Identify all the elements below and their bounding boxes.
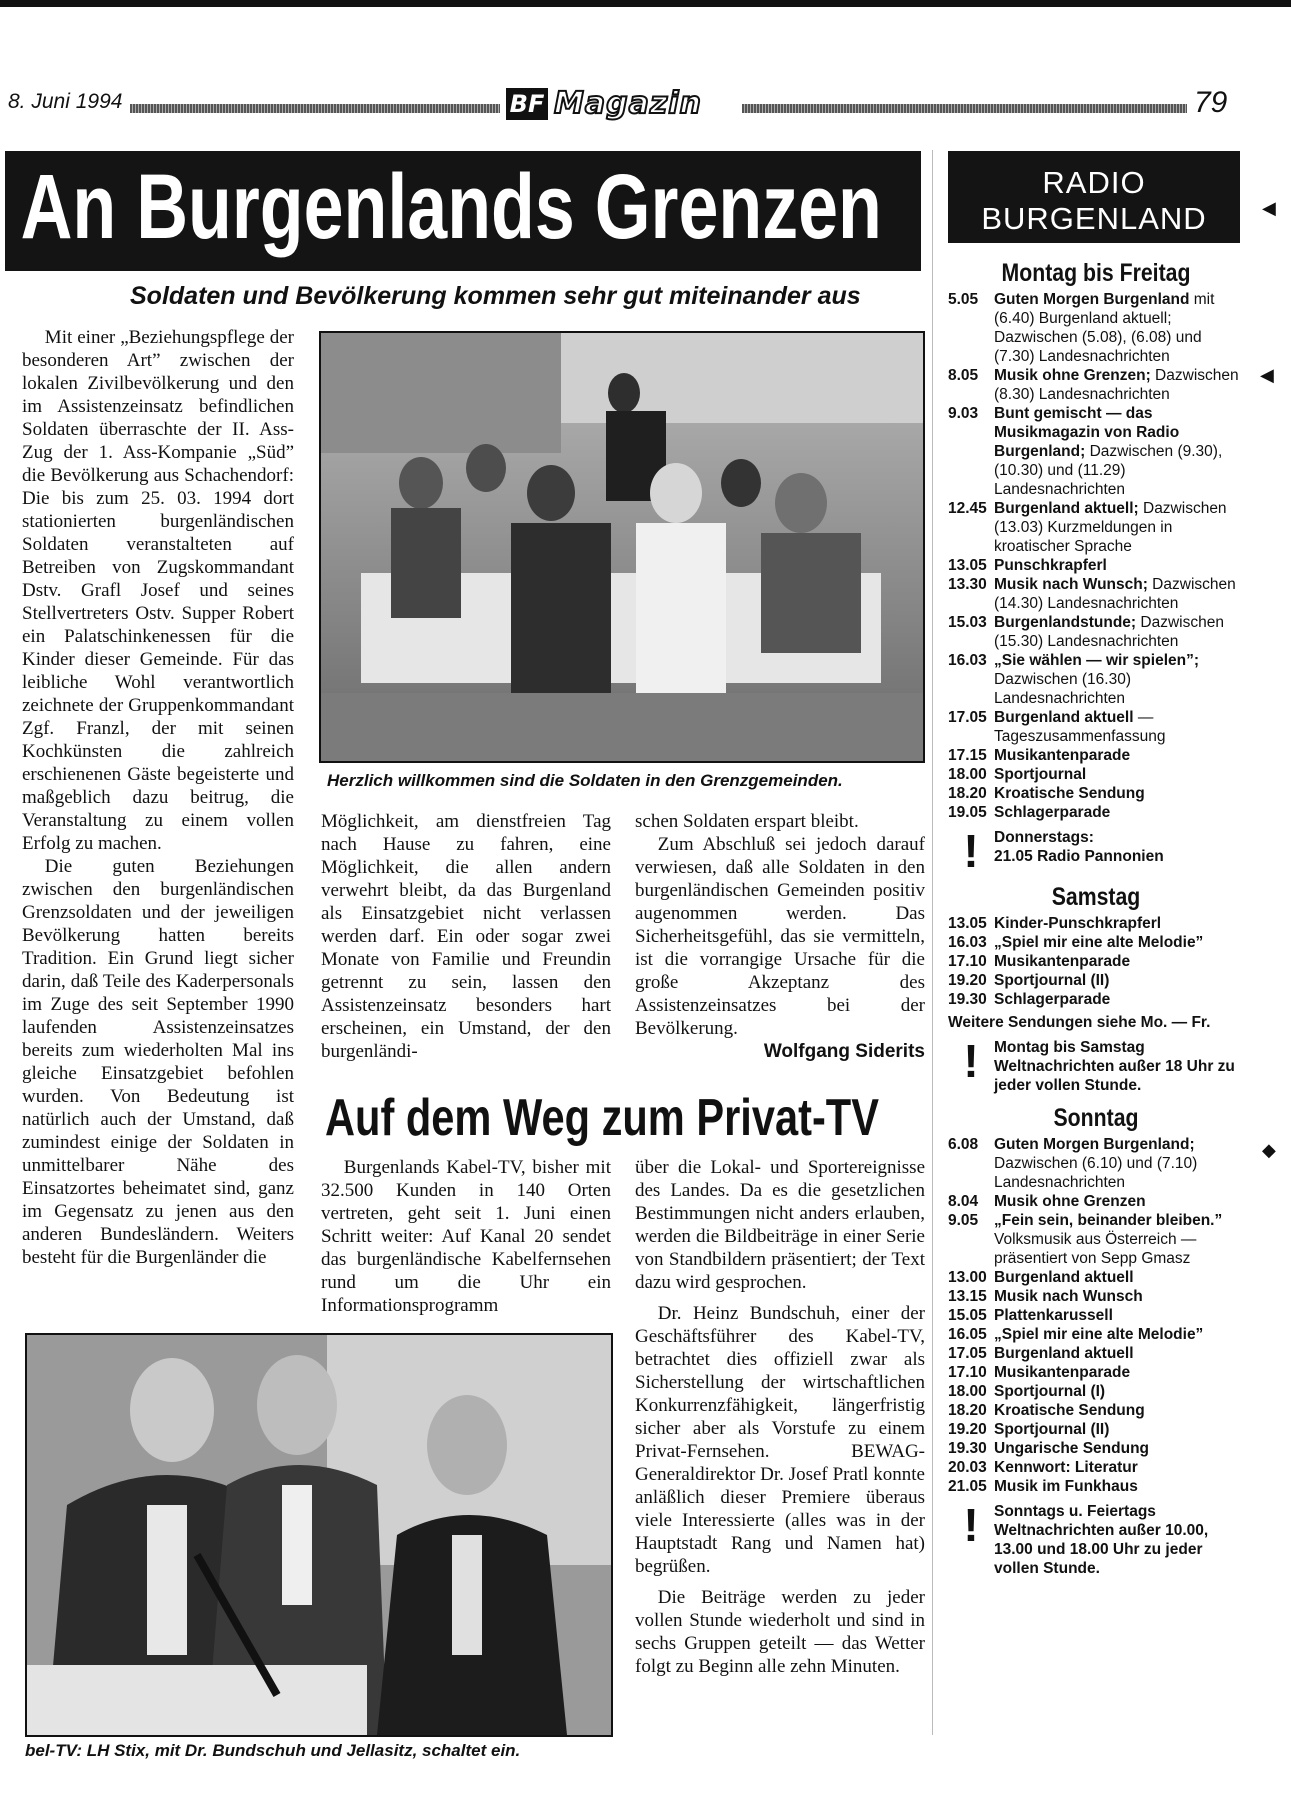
schedule-program: [994, 1306, 1244, 1325]
sunday-note: [948, 1499, 1244, 1578]
schedule-row: [948, 290, 1244, 366]
article1-photo-caption: Herzlich willkommen sind die Soldaten in den Grenzgemeinden.: [327, 771, 843, 790]
schedule-row: [948, 914, 1244, 933]
issue-date: 8. Juni 1994: [8, 90, 123, 113]
schedule-row: [948, 613, 1244, 651]
arrow-mark-icon: ◀: [1260, 365, 1274, 385]
program-title: Bunt gemischt — das Musikmagazin von Radio Burgenland;: [994, 405, 1180, 460]
schedule-program: [994, 556, 1244, 575]
schedule-row: [948, 1420, 1244, 1439]
schedule-time: 19.05: [948, 804, 987, 821]
weekdays-heading: Montag bis Freitag: [1001, 259, 1191, 287]
schedule-program: [994, 765, 1244, 784]
column-divider: [932, 150, 933, 1735]
schedule-program: [994, 1192, 1244, 1211]
schedule-row: [948, 1477, 1244, 1496]
schedule-row: [948, 1268, 1244, 1287]
program-title: Kroatische Sendung: [994, 1402, 1145, 1419]
note-text: 21.05 Radio Pannonien: [994, 848, 1164, 865]
article-headline: An Burgenlands Grenzen: [5, 151, 921, 271]
schedule-time: 17.05: [948, 1345, 987, 1362]
program-details: — Tageszusammenfassung: [994, 709, 1166, 745]
program-title: Burgenland aktuell;: [994, 500, 1139, 517]
schedule-time: 19.30: [948, 1440, 987, 1457]
logo-magazin: Magazin: [554, 86, 702, 121]
program-title: Sportjournal (II): [994, 972, 1110, 989]
program-title: Burgenlandstunde;: [994, 614, 1137, 631]
exclamation-icon: !: [963, 1499, 979, 1551]
schedule-row: [948, 1135, 1244, 1192]
note-text: Weltnachrichten außer 18 Uhr zu jeder vollen Stunde.: [994, 1058, 1235, 1094]
schedule-time: 16.03: [948, 934, 987, 951]
program-title: Musik nach Wunsch;: [994, 576, 1148, 593]
schedule-row: [948, 499, 1244, 556]
scan-top-edge: [0, 0, 1291, 7]
program-details: Dazwischen (14.30) Landesnachrichten: [994, 576, 1236, 612]
author-signature: Wolfgang Siderits: [763, 1041, 925, 1062]
page-header: [0, 86, 1240, 126]
schedule-row: [948, 1458, 1244, 1477]
schedule-program: [994, 1439, 1244, 1458]
schedule-time: 16.05: [948, 1326, 987, 1343]
paragraph: schen Soldaten erspart bleibt.: [635, 811, 859, 832]
schedule-row: [948, 404, 1244, 499]
saturday-more: Weitere Sendungen siehe Mo. — Fr.: [948, 1014, 1211, 1031]
program-title: Guten Morgen Burgenland;: [994, 1136, 1195, 1153]
sunday-heading: Sonntag: [1053, 1104, 1139, 1132]
program-title: Musik ohne Grenzen: [994, 1193, 1146, 1210]
schedule-program: [994, 575, 1244, 613]
program-details: Dazwischen (16.30) Landesnachrichten: [994, 671, 1131, 707]
schedule-program: [994, 933, 1244, 952]
schedule-program: [994, 1211, 1244, 1268]
exclamation-icon: !: [963, 825, 979, 877]
program-title: Sportjournal: [994, 766, 1087, 783]
program-title: Sportjournal (II): [994, 1421, 1110, 1438]
magazin-logo: [506, 86, 726, 126]
schedule-program: [994, 1363, 1244, 1382]
schedule-program: [994, 952, 1244, 971]
schedule-program: [994, 746, 1244, 765]
schedule-row: [948, 933, 1244, 952]
paragraph: über die Lokal- und Sportereignisse des Landes. Da es die gesetzlichen Bestimmungen nicht anders erlauben, werden die Bildbeiträge in einer Serie von Standbildern präsentiert; der Text dazu wird gesprochen.: [635, 1157, 925, 1293]
schedule-program: [994, 784, 1244, 803]
program-details: Volksmusik aus Österreich — präsentiert von Sepp Gmasz: [994, 1231, 1197, 1267]
schedule-time: 13.05: [948, 915, 987, 932]
program-title: „Sie wählen — wir spielen”;: [994, 652, 1199, 669]
schedule-program: [994, 366, 1244, 404]
schedule-row: [948, 952, 1244, 971]
article2-column-2: [635, 1156, 925, 1678]
schedule-time: 15.03: [948, 614, 987, 631]
header-rule-right: [742, 104, 1187, 113]
schedule-row: [948, 1211, 1244, 1268]
schedule-program: [994, 1268, 1244, 1287]
radio-schedule: [948, 256, 1244, 1584]
note-title: Donnerstags:: [994, 829, 1094, 846]
schedule-time: 15.05: [948, 1307, 987, 1324]
schedule-program: [994, 708, 1244, 746]
program-title: Musikantenparade: [994, 747, 1131, 764]
schedule-time: 13.30: [948, 576, 987, 593]
schedule-program: [994, 1382, 1244, 1401]
note-title: Sonntags u. Feiertags: [994, 1503, 1156, 1520]
schedule-row: [948, 1287, 1244, 1306]
program-title: „Fein sein, beinander bleiben.”: [994, 1212, 1223, 1229]
schedule-row: [948, 708, 1244, 746]
schedule-row: [948, 575, 1244, 613]
article1-column-3: [635, 810, 925, 1063]
schedule-time: 18.00: [948, 1383, 987, 1400]
schedule-program: [994, 1135, 1244, 1192]
schedule-program: [994, 914, 1244, 933]
program-title: „Spiel mir eine alte Melodie”: [994, 934, 1204, 951]
schedule-row: [948, 556, 1244, 575]
schedule-row: [948, 1192, 1244, 1211]
schedule-program: [994, 1401, 1244, 1420]
schedule-time: 19.20: [948, 972, 987, 989]
schedule-time: 12.45: [948, 500, 987, 517]
schedule-time: 13.00: [948, 1269, 987, 1286]
schedule-time: 18.20: [948, 1402, 987, 1419]
schedule-program: [994, 499, 1244, 556]
schedule-program: [994, 1287, 1244, 1306]
paragraph: Burgenlands Kabel-TV, bisher mit 32.500 Kunden in 140 Orten vertreten, geht seit 1. Juni einen Schritt weiter: Auf Kanal 20 sendet das burgenländische Kabelfernsehen rund um die Uhr ein Informationsprogramm: [321, 1157, 611, 1316]
program-details: Dazwischen (8.30) Landesnachrichten: [994, 367, 1239, 403]
program-title: Punschkrapferl: [994, 557, 1107, 574]
logo-bf: BF: [506, 88, 548, 120]
schedule-row: [948, 803, 1244, 822]
schedule-row: [948, 1439, 1244, 1458]
schedule-time: 5.05: [948, 291, 979, 308]
paragraph: Zum Abschluß sei jedoch darauf verwiesen, daß alle Soldaten in den burgenländischen Gemeinden positiv augenommen werden. Das Sicherheitsgefühl, das sie vermitteln, ist die vorrangige Ursache für die große Akzeptanz des Assistenzeinsatzes bei der Bevölkerung.: [635, 834, 925, 1039]
schedule-time: 8.04: [948, 1193, 979, 1210]
paragraph: Die Beiträge werden zu jeder vollen Stunde wiederholt und sind in sechs Gruppen geteilt — das Wetter folgt zu Beginn alle zehn Minuten.: [635, 1587, 925, 1677]
program-title: Sportjournal (I): [994, 1383, 1106, 1400]
soldiers-with-children-photo: [321, 333, 923, 761]
kabel-tv-launch-photo: [27, 1335, 611, 1735]
schedule-time: 8.05: [948, 367, 979, 384]
program-details: Dazwischen (13.03) Kurzmeldungen in kroatischer Sprache: [994, 500, 1227, 555]
program-title: Musik nach Wunsch: [994, 1288, 1143, 1305]
schedule-time: 19.20: [948, 1421, 987, 1438]
program-title: Burgenland aktuell: [994, 1269, 1134, 1286]
schedule-program: [994, 1420, 1244, 1439]
schedule-row: [948, 1363, 1244, 1382]
radio-title-line2: BURGENLAND: [981, 201, 1207, 236]
article2-column-1: [321, 1156, 611, 1317]
schedule-program: [994, 803, 1244, 822]
paragraph: Mit einer „Beziehungspflege der besonderen Art” zwischen der lokalen Zivilbevölkerung und den im Assistenzeinsatz befindlichen Soldaten überraschte der II. Ass-Zug der 1. Ass-Kompanie „Süd” die Bevölkerung aus Schachendorf: Die bis zum 25. 03. 1994 dort stationierten burgenländischen Soldaten veranstalteten auf Betreiben von Zugskommandant Dstv. Grafl Josef und seines Stellvertreters Ostv. Supper Robert ein Palatschinkenessen für die Kinder dieser Gemeinde. Für das leibliche Wohl verantwortlich zeichnete der Gruppenkommandant Zgf. Franzl, der mit seinen Kochkünsten die zahlreich erschienenen Gäste begeisterte und maßgeblich dazu beitrug, die Veranstaltung zu einem vollen Erfolg zu machen.: [22, 327, 294, 854]
saturday-list: [948, 914, 1244, 1009]
schedule-row: [948, 784, 1244, 803]
schedule-time: 20.03: [948, 1459, 987, 1476]
program-details: Dazwischen (6.10) und (7.10) Landesnachrichten: [994, 1155, 1198, 1191]
arrow-mark-icon: ◆: [1262, 1140, 1276, 1160]
paragraph: Die guten Beziehungen zwischen den burgenländischen Grenzsoldaten und der jeweiligen Bevölkerung hatten bereits Tradition. Ein Grund liegt sicher darin, daß Teile des Kaderpersonals im Zuge des seit September 1990 laufenden Assistenzeinsatzes bereits zum wiederholten Mal ins gleiche Einsatzgebiet befohlen wurden. Von Bedeutung ist natürlich auch der Umstand, daß zumindest einige der Soldaten in unmittelbarer Nähe des Einsatzortes beheimatet sind, ganz im Gegensatz zu jenen aus den anderen Bundesländern. Weiters besteht für die Burgenländer die: [22, 856, 294, 1268]
program-details: Dazwischen (9.30), (10.30) und (11.29) Landesnachrichten: [994, 443, 1223, 498]
weekdays-list: [948, 290, 1244, 822]
saturday-note: [948, 1035, 1244, 1095]
sunday-list: [948, 1135, 1244, 1496]
schedule-time: 17.10: [948, 1364, 987, 1381]
note-text: Weltnachrichten außer 10.00, 13.00 und 18.00 Uhr zu jeder vollen Stunde.: [994, 1522, 1209, 1577]
article-subheadline: Soldaten und Bevölkerung kommen sehr gut miteinander aus: [130, 282, 861, 310]
program-title: Musikantenparade: [994, 1364, 1131, 1381]
program-title: Schlagerparade: [994, 991, 1111, 1008]
article2-photo-caption: bel-TV: LH Stix, mit Dr. Bundschuh und Jellasitz, schaltet ein.: [25, 1741, 521, 1760]
schedule-program: [994, 1325, 1244, 1344]
program-title: Schlagerparade: [994, 804, 1111, 821]
schedule-program: [994, 613, 1244, 651]
schedule-time: 13.15: [948, 1288, 987, 1305]
schedule-time: 17.05: [948, 709, 987, 726]
program-title: Kroatische Sendung: [994, 785, 1145, 802]
schedule-row: [948, 1325, 1244, 1344]
schedule-time: 21.05: [948, 1478, 987, 1495]
schedule-program: [994, 971, 1244, 990]
article2-headline: Auf dem Weg zum Privat-TV: [325, 1089, 879, 1147]
schedule-program: [994, 990, 1244, 1009]
program-title: Burgenland aktuell: [994, 709, 1134, 726]
program-title: Kinder-Punschkrapferl: [994, 915, 1162, 932]
program-title: „Spiel mir eine alte Melodie”: [994, 1326, 1204, 1343]
radio-burgenland-title: [948, 151, 1240, 243]
program-title: Musikantenparade: [994, 953, 1131, 970]
exclamation-icon: !: [963, 1035, 979, 1087]
paragraph: Möglichkeit, am dienstfreien Tag nach Hause zu fahren, eine Möglichkeit, die allen andern verwehrt bleibt, da das Burgenland als Einsatzgebiet nicht verlassen werden darf. Ein oder sogar zwei Monate von Familie und Freundin getrennt zu sein, lassen den Assistenzeinsatz besonders hart erscheinen, ein Umstand, der den burgenländi-: [321, 811, 611, 1062]
schedule-time: 18.20: [948, 785, 987, 802]
schedule-time: 9.05: [948, 1212, 979, 1229]
program-title: Plattenkarussell: [994, 1307, 1113, 1324]
note-title: Montag bis Samstag: [994, 1039, 1145, 1056]
article2-photo: [25, 1333, 613, 1737]
schedule-time: 9.03: [948, 405, 979, 422]
schedule-row: [948, 366, 1244, 404]
schedule-program: [994, 651, 1244, 708]
schedule-row: [948, 1306, 1244, 1325]
program-title: Kennwort: Literatur: [994, 1459, 1138, 1476]
paragraph: Dr. Heinz Bundschuh, einer der Geschäftsführer des Kabel-TV, betrachtet dies offiziell zwar als Sicherstellung der wirtschaftlichen Konkurrenzfähigkeit, längerfristig sicher aber als Vorstufe zu einem Privat-Fernsehen. BEWAG-Generaldirektor Dr. Josef Pratl konnte anläßlich dieser Premiere überaus viele Interessierte (alles was in der Hauptstadt Rang und Namen hat) begrüßen.: [635, 1303, 925, 1577]
schedule-time: 19.30: [948, 991, 987, 1008]
schedule-time: 16.03: [948, 652, 987, 669]
schedule-time: 6.08: [948, 1136, 979, 1153]
schedule-row: [948, 1382, 1244, 1401]
article1-photo: [319, 331, 925, 763]
radio-title-line1: RADIO: [1042, 165, 1146, 200]
schedule-row: [948, 1401, 1244, 1420]
schedule-program: [994, 1344, 1244, 1363]
thursday-note: [948, 825, 1244, 877]
schedule-time: 18.00: [948, 766, 987, 783]
schedule-row: [948, 971, 1244, 990]
program-details: mit (6.40) Burgenland aktuell; Dazwischen (5.08), (6.08) und (7.30) Landesnachrichten: [994, 291, 1215, 365]
article1-column-2: [321, 810, 611, 1063]
article1-column-1: [22, 326, 294, 1269]
schedule-row: [948, 990, 1244, 1009]
schedule-row: [948, 651, 1244, 708]
schedule-program: [994, 290, 1244, 366]
schedule-time: 17.15: [948, 747, 987, 764]
schedule-program: [994, 404, 1244, 499]
saturday-heading: Samstag: [1051, 883, 1141, 911]
schedule-program: [994, 1477, 1244, 1496]
program-details: Dazwischen (15.30) Landesnachrichten: [994, 614, 1224, 650]
schedule-row: [948, 765, 1244, 784]
schedule-program: [994, 1458, 1244, 1477]
schedule-row: [948, 746, 1244, 765]
header-rule-left: [130, 104, 500, 113]
schedule-row: [948, 1344, 1244, 1363]
page-number: 79: [1194, 86, 1228, 119]
program-title: Ungarische Sendung: [994, 1440, 1150, 1457]
schedule-time: 17.10: [948, 953, 987, 970]
program-title: Musik ohne Grenzen;: [994, 367, 1151, 384]
program-title: Burgenland aktuell: [994, 1345, 1134, 1362]
schedule-time: 13.05: [948, 557, 987, 574]
program-title: Guten Morgen Burgenland: [994, 291, 1190, 308]
program-title: Musik im Funkhaus: [994, 1478, 1138, 1495]
arrow-mark-icon: ◀: [1262, 198, 1276, 218]
